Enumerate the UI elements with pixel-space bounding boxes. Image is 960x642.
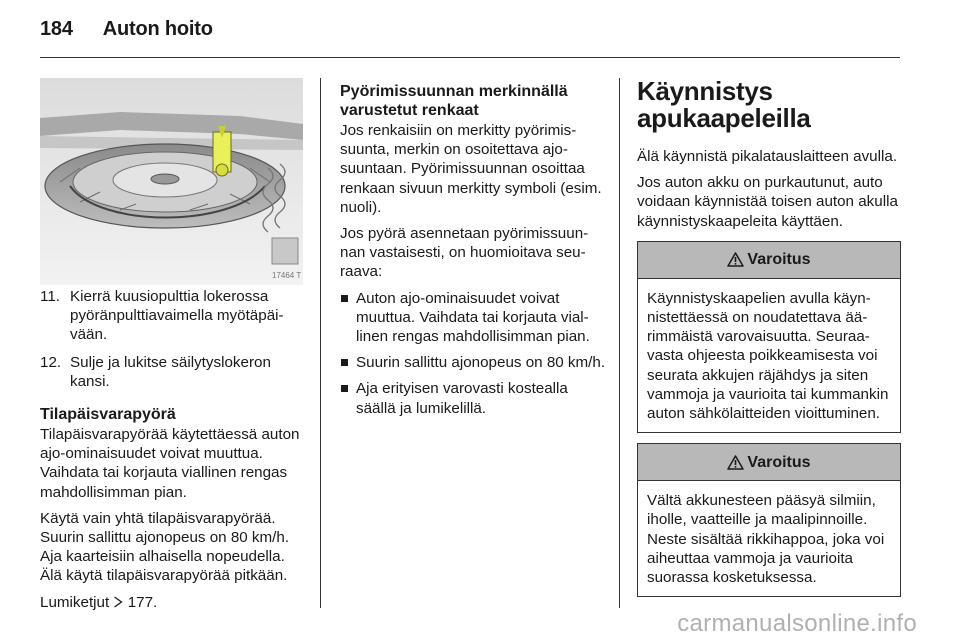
warning-box: [637, 443, 901, 597]
warning-triangle-icon: [727, 252, 744, 267]
bullet-item: Aja erityisen varovasti kostealla säällä ja lumikelillä.: [340, 379, 608, 417]
watermark: carmanualsonline.info: [677, 610, 917, 637]
page-title: Auton hoito: [102, 18, 213, 40]
column-right: [637, 78, 901, 597]
step-item: [40, 287, 305, 345]
page-header: [40, 18, 213, 41]
warning-text: Käynnistyskaapelien avulla käynnistettäessä on noudatettava äärimmäistä varovaisuutta. Seuraavasta ohjeesta poikkeamisesta voi seurata akkujen räjähdys ja siten vammoja ja vaurioita tai kummankin auton sähkölaitteiden vioittuminen.: [647, 289, 889, 423]
column-left: [40, 287, 305, 619]
cross-reference[interactable]: [40, 593, 305, 612]
warning-box: [637, 241, 901, 433]
warning-header: [638, 444, 900, 481]
column-divider-1: [320, 78, 321, 608]
warning-label: Varoitus: [747, 453, 811, 471]
step-number: 12.: [40, 353, 62, 371]
warning-label: Varoitus: [747, 251, 811, 269]
paragraph: Älä käynnistä pikalatauslaitteen avulla.: [637, 148, 898, 165]
cross-reference-label: Lumiketjut: [40, 593, 110, 611]
column-divider-2: [619, 78, 620, 608]
step-item: [40, 353, 305, 391]
header-rule: [40, 57, 900, 58]
warning-triangle-icon: [727, 455, 744, 470]
warning-header: [638, 242, 900, 279]
paragraph: Käytä vain yhtä tilapäisvarapyörää. Suurin sallittu ajonopeus on 80 km/h. Aja kaarteisiin alhaisella nopeudella. Älä käytä tilapäisvarapyörää pitkään.: [40, 509, 290, 585]
section-heading-temporary-spare: Tilapäisvarapyörä: [40, 406, 176, 424]
paragraph: Jos auton akku on purkautunut, auto voidaan käynnistää toisen auton akulla käynnistyskaapeleita käyttäen.: [637, 174, 898, 230]
figure-code: 17464 T: [272, 271, 302, 280]
section-heading-directional-tyres: Pyörimissuunnan merkinnällä varustetut renkaat: [340, 83, 568, 119]
column-middle: [340, 82, 608, 425]
bullet-item: Suurin sallittu ajonopeus on 80 km/h.: [340, 353, 608, 372]
step-text: Sulje ja lukitse säilytyslokeron kansi.: [70, 353, 271, 390]
spare-wheel-illustration: [40, 78, 303, 285]
page-number: 184: [40, 18, 73, 40]
paragraph: Jos renkaisiin on merkitty pyörimissuunta, merkin on osoitettava ajosuuntaan. Pyörimissuunnan osoittaa renkaan sivuun merkitty symboli (esim. nuoli).: [340, 122, 602, 216]
section-title-jump-start: Käynnistys apukaapeleilla: [637, 76, 811, 133]
paragraph: Tilapäisvarapyörää käytettäessä auton ajo-ominaisuudet voivat muuttua. Vaihdata tai korjauta viallinen rengas mahdollisimman pian.: [40, 426, 300, 501]
step-number: 11.: [40, 288, 60, 305]
step-text: Kierrä kuusiopulttia lokerossa pyöränpulttiavaimella myötäpäivään.: [70, 288, 284, 344]
paragraph: Jos pyörä asennetaan pyörimissuunnan vastaisesti, on huomioitava seuraava:: [340, 225, 589, 281]
warning-text: Vältä akkunesteen pääsyä silmiin, iholle, vaatteille ja maalipinnoille. Neste sisältää rikkihappoa, joka voi aiheuttaa vammoja ja vaurioita suorassa kosketuksessa.: [647, 492, 885, 587]
page-reference-arrow-icon: [113, 596, 123, 608]
spare-wheel-figure: [40, 78, 303, 285]
bullet-item: Auton ajo-ominaisuudet voivat muuttua. Vaihdata tai korjauta viallinen rengas mahdollisimman pian.: [340, 289, 608, 347]
cross-reference-page: 177.: [127, 593, 158, 611]
